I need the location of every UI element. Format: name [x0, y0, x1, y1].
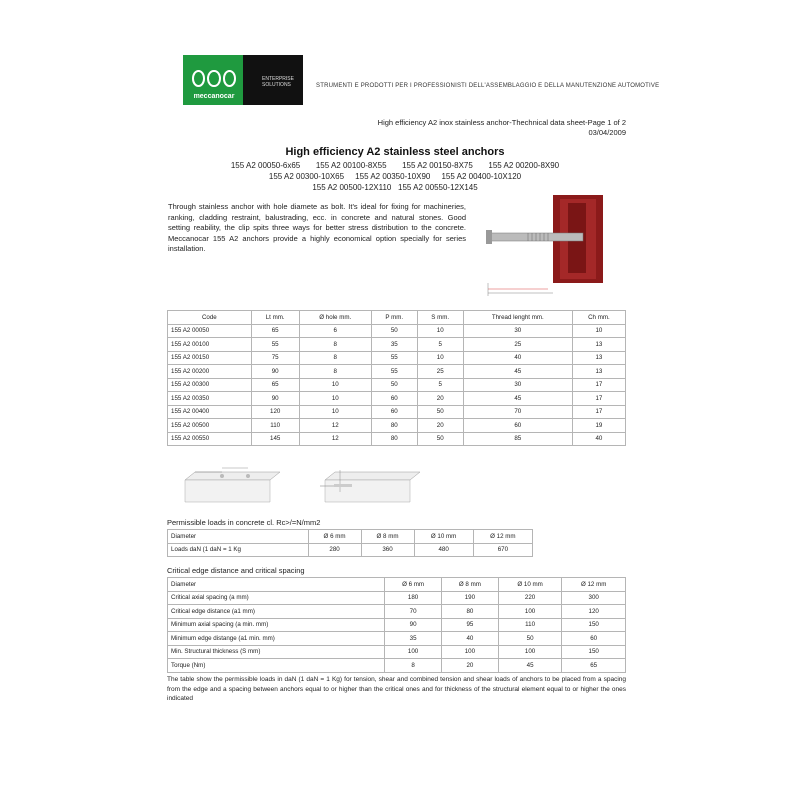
codes-line-1: 155 A2 00050-6x65 155 A2 00100-8X55 155 A2 00150-8X75 155 A2 00200-8X90: [230, 161, 560, 170]
table-cell: 60: [463, 419, 572, 433]
table-cell: 10: [572, 324, 625, 338]
table-cell: 10: [417, 324, 463, 338]
subhead-line-1: High efficiency A2 inox stainless anchor-Thechnical data sheet-Page 1 of 2: [377, 118, 626, 127]
table-cell: 100: [441, 645, 498, 659]
table-row: [168, 324, 626, 338]
column-header: Ø 8 mm: [441, 578, 498, 592]
column-header: Thread lenght mm.: [463, 311, 572, 325]
table-cell: 5: [417, 338, 463, 352]
column-header: Code: [168, 311, 252, 325]
table-row: [168, 543, 533, 557]
column-header: Ø hole mm.: [299, 311, 371, 325]
table-cell: 40: [441, 632, 498, 646]
document-subheading: [300, 118, 626, 138]
table-row: [168, 419, 626, 433]
table-cell: 280: [308, 543, 361, 557]
table-cell: 60: [562, 632, 626, 646]
table-cell: 670: [473, 543, 532, 557]
table-cell: 80: [441, 605, 498, 619]
table-cell: 30: [463, 378, 572, 392]
table-cell: 35: [371, 338, 417, 352]
table-cell: 65: [251, 378, 299, 392]
table-cell: Min. Structural thickness (S mm): [168, 645, 385, 659]
logo-text: meccanocar: [193, 93, 235, 100]
table-cell: 90: [385, 618, 442, 632]
table-cell: 60: [371, 405, 417, 419]
table-cell: 155 A2 00200: [168, 365, 252, 379]
table-cell: 180: [385, 591, 442, 605]
table-cell: 155 A2 00050: [168, 324, 252, 338]
table-cell: 25: [463, 338, 572, 352]
table-cell: 100: [385, 645, 442, 659]
table-cell: 50: [417, 432, 463, 446]
column-header: Ø 10 mm: [414, 530, 473, 544]
table-cell: 19: [572, 419, 625, 433]
table-cell: 55: [371, 365, 417, 379]
table-cell: 50: [371, 378, 417, 392]
table-cell: 70: [463, 405, 572, 419]
table-cell: 65: [562, 659, 626, 673]
table-row: [168, 392, 626, 406]
column-header: Lt mm.: [251, 311, 299, 325]
edge-section-title: Critical edge distance and critical spacing: [167, 566, 305, 575]
edge-distance-table: [167, 577, 626, 673]
table-cell: Minimum edge distange (a1 min. mm): [168, 632, 385, 646]
table-cell: 155 A2 00300: [168, 378, 252, 392]
table-cell: 13: [572, 338, 625, 352]
table-cell: 360: [361, 543, 414, 557]
table-cell: 12: [299, 419, 371, 433]
table-cell: 220: [498, 591, 562, 605]
table-cell: 10: [417, 351, 463, 365]
table-cell: 300: [562, 591, 626, 605]
table-cell: 155 A2 00500: [168, 419, 252, 433]
table-cell: 45: [463, 365, 572, 379]
table-cell: 480: [414, 543, 473, 557]
codes-line-3: 155 A2 00500-12X110 155 A2 00550-12X145: [312, 183, 478, 192]
table-cell: 8: [385, 659, 442, 673]
table-cell: 155 A2 00350: [168, 392, 252, 406]
table-cell: 65: [251, 324, 299, 338]
table-cell: 8: [299, 351, 371, 365]
table-row: [168, 632, 626, 646]
table-cell: 110: [251, 419, 299, 433]
specifications-table: [167, 310, 626, 446]
column-header: Ø 12 mm: [562, 578, 626, 592]
page-title: High efficiency A2 stainless steel anchors: [285, 146, 505, 158]
table-cell: Critical edge distance (a1 mm): [168, 605, 385, 619]
table-cell: 120: [251, 405, 299, 419]
table-row: [168, 378, 626, 392]
table-cell: 45: [463, 392, 572, 406]
table-cell: 20: [417, 392, 463, 406]
table-cell: 50: [417, 405, 463, 419]
table-cell: 55: [251, 338, 299, 352]
table-cell: 120: [562, 605, 626, 619]
header-tagline: STRUMENTI E PRODOTTI PER I PROFESSIONISTI DELL'ASSEMBLAGGIO E DELLA MANUTENZIONE AUTOMOTIVE: [316, 83, 660, 89]
table-row: [168, 645, 626, 659]
edge-distance-diagram: [170, 462, 290, 512]
column-header: P mm.: [371, 311, 417, 325]
column-header: Ø 12 mm: [473, 530, 532, 544]
table-cell: 155 A2 00550: [168, 432, 252, 446]
table-cell: 110: [498, 618, 562, 632]
column-header: Diameter: [168, 530, 309, 544]
table-cell: Minimum axial spacing (a min. mm): [168, 618, 385, 632]
table-cell: 50: [371, 324, 417, 338]
table-cell: 17: [572, 378, 625, 392]
table-cell: 17: [572, 405, 625, 419]
table-cell: 17: [572, 392, 625, 406]
table-cell: 190: [441, 591, 498, 605]
table-cell: 60: [371, 392, 417, 406]
table-cell: 6: [299, 324, 371, 338]
table-cell: 100: [498, 605, 562, 619]
table-cell: 10: [299, 405, 371, 419]
table-cell: 35: [385, 632, 442, 646]
column-header: Ø 6 mm: [385, 578, 442, 592]
table-cell: Critical axial spacing (a mm): [168, 591, 385, 605]
table-cell: 5: [417, 378, 463, 392]
table-row: [168, 605, 626, 619]
table-row: [168, 618, 626, 632]
footnote: The table show the permissible loads in daN (1 daN = 1 Kg) for tension, shear and combined tension and shear loads of anchors to be placed from a spacing from the edge and a spacing between anchors equal to or higher than the critical ones and for thickness of the structural element equal to or higher the ones indicated: [167, 676, 626, 702]
logo-circles-icon: [192, 70, 236, 88]
table-cell: 85: [463, 432, 572, 446]
table-cell: 150: [562, 618, 626, 632]
table-cell: 30: [463, 324, 572, 338]
anchor-illustration: [468, 193, 623, 305]
table-row: [168, 351, 626, 365]
column-header: Diameter: [168, 578, 385, 592]
table-cell: 95: [441, 618, 498, 632]
subhead-date: 03/04/2009: [588, 128, 626, 137]
table-row: [168, 338, 626, 352]
table-cell: 25: [417, 365, 463, 379]
table-cell: 40: [463, 351, 572, 365]
column-header: Ø 10 mm: [498, 578, 562, 592]
table-cell: 40: [572, 432, 625, 446]
table-cell: 13: [572, 351, 625, 365]
table-cell: 10: [299, 378, 371, 392]
dark-box-text: ENTERPRISE SOLUTIONS: [262, 76, 294, 88]
table-row: [168, 432, 626, 446]
table-cell: 70: [385, 605, 442, 619]
table-cell: 90: [251, 392, 299, 406]
product-codes: [150, 160, 640, 193]
table-cell: 75: [251, 351, 299, 365]
column-header: S mm.: [417, 311, 463, 325]
table-cell: 80: [371, 419, 417, 433]
table-cell: 13: [572, 365, 625, 379]
table-cell: 10: [299, 392, 371, 406]
column-header: Ø 8 mm: [361, 530, 414, 544]
table-cell: 20: [417, 419, 463, 433]
spacing-diagram: [310, 462, 430, 512]
table-cell: 8: [299, 365, 371, 379]
table-cell: 20: [441, 659, 498, 673]
product-description: Through stainless anchor with hole diamete as bolt. It's ideal for fixing for machineries, ranking, cladding restraint, balustrading, ecc. in concrete and natural stones. Good setting reability, the clip spits three ways for better stress distribution to the concrete. Meccanocar 155 A2 anchors provide a highly economical option specially for series installation.: [168, 202, 466, 253]
table-cell: 155 A2 00150: [168, 351, 252, 365]
table-cell: 12: [299, 432, 371, 446]
column-header: Ch mm.: [572, 311, 625, 325]
table-cell: 150: [562, 645, 626, 659]
table-cell: 145: [251, 432, 299, 446]
table-cell: Loads daN (1 daN = 1 Kg: [168, 543, 309, 557]
table-row: [168, 405, 626, 419]
table-cell: 50: [498, 632, 562, 646]
table-cell: 100: [498, 645, 562, 659]
table-row: [168, 591, 626, 605]
table-cell: 155 A2 00100: [168, 338, 252, 352]
table-cell: 80: [371, 432, 417, 446]
loads-section-title: Permissible loads in concrete cl. Rc>/=N/mm2: [167, 518, 321, 527]
loads-table: [167, 529, 533, 557]
column-header: Ø 6 mm: [308, 530, 361, 544]
table-cell: 8: [299, 338, 371, 352]
codes-line-2: 155 A2 00300-10X65 155 A2 00350-10X90 155 A2 00400-10X120: [268, 172, 522, 181]
table-cell: 45: [498, 659, 562, 673]
table-row: [168, 659, 626, 673]
table-cell: 90: [251, 365, 299, 379]
table-cell: 55: [371, 351, 417, 365]
table-cell: Torque (Nm): [168, 659, 385, 673]
table-cell: 155 A2 00400: [168, 405, 252, 419]
table-row: [168, 365, 626, 379]
